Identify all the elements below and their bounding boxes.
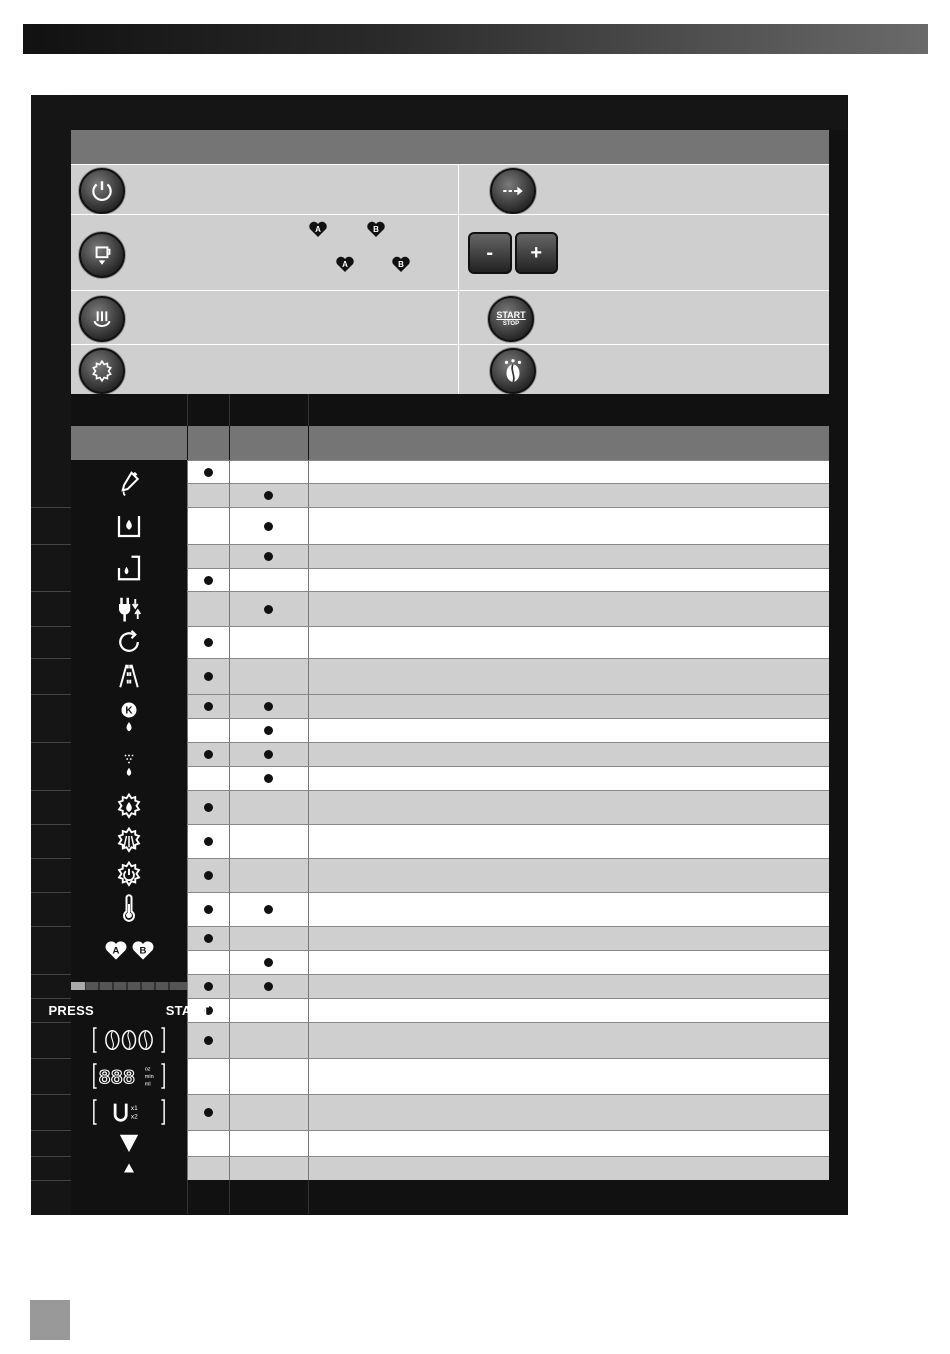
display-digits: 888 [98,1067,136,1090]
indicator-dot-col1 [204,905,213,914]
indicator-dot-col2 [264,774,273,783]
indicator-row [187,892,829,927]
heart-b-label: B [373,225,379,234]
table-header-dark [71,96,847,130]
power-button-icon[interactable] [79,168,125,214]
cup-x2: x2 [130,1113,138,1121]
minus-button[interactable]: - [468,232,512,274]
triangle-down-icon [71,1130,187,1156]
indicator-dot-col1 [204,576,213,585]
stop-label: STOP [502,321,520,327]
coffee-bean-button-icon[interactable] [490,348,536,394]
unit-ml: ml [144,1081,151,1088]
heart-a-icon [308,220,328,238]
unit-oz: oz [144,1066,151,1073]
indicator-row [187,694,829,719]
indicator-row [187,766,829,791]
row-separator [31,658,71,659]
indicator-dot-col1 [204,837,213,846]
indicator-dot-col1 [204,803,213,812]
row-separator [31,1156,71,1157]
display-888-icon [71,1058,187,1094]
row-separator [31,591,71,592]
row-separator [31,742,71,743]
row-separator [31,790,71,791]
heart-b-icon [391,255,411,273]
thermometer-icon [71,892,187,926]
indicator-dot-col1 [204,672,213,681]
indicator-row [187,998,829,1023]
indicator-dot-col2 [264,702,273,711]
rinse-cycle-icon [71,626,187,658]
row-separator [31,626,71,627]
minus-plus-button-icon[interactable] [468,232,558,274]
indicator-row [187,544,829,569]
heart-a-label: A [342,260,348,269]
heart-b-icon [366,220,386,238]
indicator-row [187,658,829,695]
dots-water-icon [71,742,187,790]
row-separator [31,858,71,859]
descale-icon [71,460,187,507]
button-row-4 [71,344,829,394]
auto-off-settings-icon [71,858,187,892]
indicator-dot-col1 [204,750,213,759]
steam-button-icon[interactable] [79,296,125,342]
steam-settings-icon [71,824,187,858]
indicator-row [187,974,829,999]
header-bar [23,24,928,54]
plus-button[interactable]: + [515,232,559,274]
k-water-icon [71,694,187,742]
indicator-dot-col1 [204,871,213,880]
indicator-row [187,1130,829,1157]
indicator-row [187,950,829,975]
indicator-dot-col2 [264,552,273,561]
indicator-row [187,1058,829,1095]
beverage-button-icon[interactable] [79,232,125,278]
indicator-dot-col1 [204,934,213,943]
heart-a-label: A [315,225,321,234]
indicator-dot-col1 [204,1108,213,1117]
indicator-dot-col2 [264,982,273,991]
indicator-row [187,591,829,627]
heart-b-label: B [398,260,404,269]
table-header-grey [71,130,829,164]
indicator-dot-col1 [204,982,213,991]
indicator-row [187,790,829,825]
water-hardness-settings-icon [71,790,187,824]
heart-a-icon [335,255,355,273]
indicator-row [187,483,829,508]
indicator-dot-col2 [264,726,273,735]
row-separator [31,1130,71,1131]
indicator-dot-col2 [264,958,273,967]
cup-x1: x1 [130,1105,138,1113]
start-label: START [496,310,526,320]
press-label: PRESS [48,1002,95,1018]
indicator-row [187,1022,829,1059]
arrow-right-button-icon[interactable] [490,168,536,214]
indicator-row [187,1156,829,1181]
button-row-2 [71,214,829,290]
row-separator [31,1058,71,1059]
row-separator [31,507,71,508]
water-tank-icon [71,507,187,544]
indicator-row [187,460,829,484]
progress-bar-icon [71,974,187,998]
row-separator [31,892,71,893]
drip-tray-icon [71,544,187,591]
indicator-row [187,742,829,767]
page-number-box [30,1300,70,1340]
row-separator [31,824,71,825]
row-separator [31,1094,71,1095]
row-separator [31,926,71,927]
indicator-dot-col2 [264,491,273,500]
bean-strength-icon [71,1022,187,1058]
indicator-dot-col2 [264,605,273,614]
indicator-dot-col1 [204,1036,213,1045]
unit-min: min [144,1073,154,1080]
indicator-dot-col1 [204,468,213,477]
settings-button-icon[interactable] [79,348,125,394]
start-label: START [165,1002,210,1018]
indicator-row [187,1094,829,1131]
indicator-dot-col2 [264,905,273,914]
svg-text:K: K [125,705,133,717]
steam-wand-icon [71,658,187,694]
indicator-table-header [71,394,829,426]
triangle-up-icon [71,1156,187,1180]
favorite-ab-icon [71,926,187,974]
start-stop-button-icon[interactable] [488,296,534,342]
indicator-row [187,858,829,893]
indicator-dot-col1 [204,638,213,647]
indicator-dot-col2 [264,750,273,759]
indicator-row [187,926,829,951]
row-separator [31,1180,71,1181]
indicator-row [187,507,829,545]
row-separator [31,974,71,975]
button-row-1 [71,164,829,214]
press-start-text [48,998,210,1022]
cup-x1-x2-icon [71,1094,187,1130]
row-separator [31,694,71,695]
indicator-row [187,824,829,859]
plug-icon [71,591,187,626]
row-separator [31,544,71,545]
indicator-table-subheader [71,426,829,460]
favorite-a-label: A [112,945,119,957]
table-footer [71,1180,829,1214]
indicator-row [187,568,829,592]
row-separator [31,998,71,999]
indicator-row [187,626,829,659]
button-row-3 [71,290,829,344]
indicator-dot-col1 [204,702,213,711]
left-column [31,95,71,1215]
row-separator [31,1022,71,1023]
indicator-row [187,718,829,743]
indicator-dot-col2 [264,522,273,531]
favorite-b-label: B [139,945,146,957]
